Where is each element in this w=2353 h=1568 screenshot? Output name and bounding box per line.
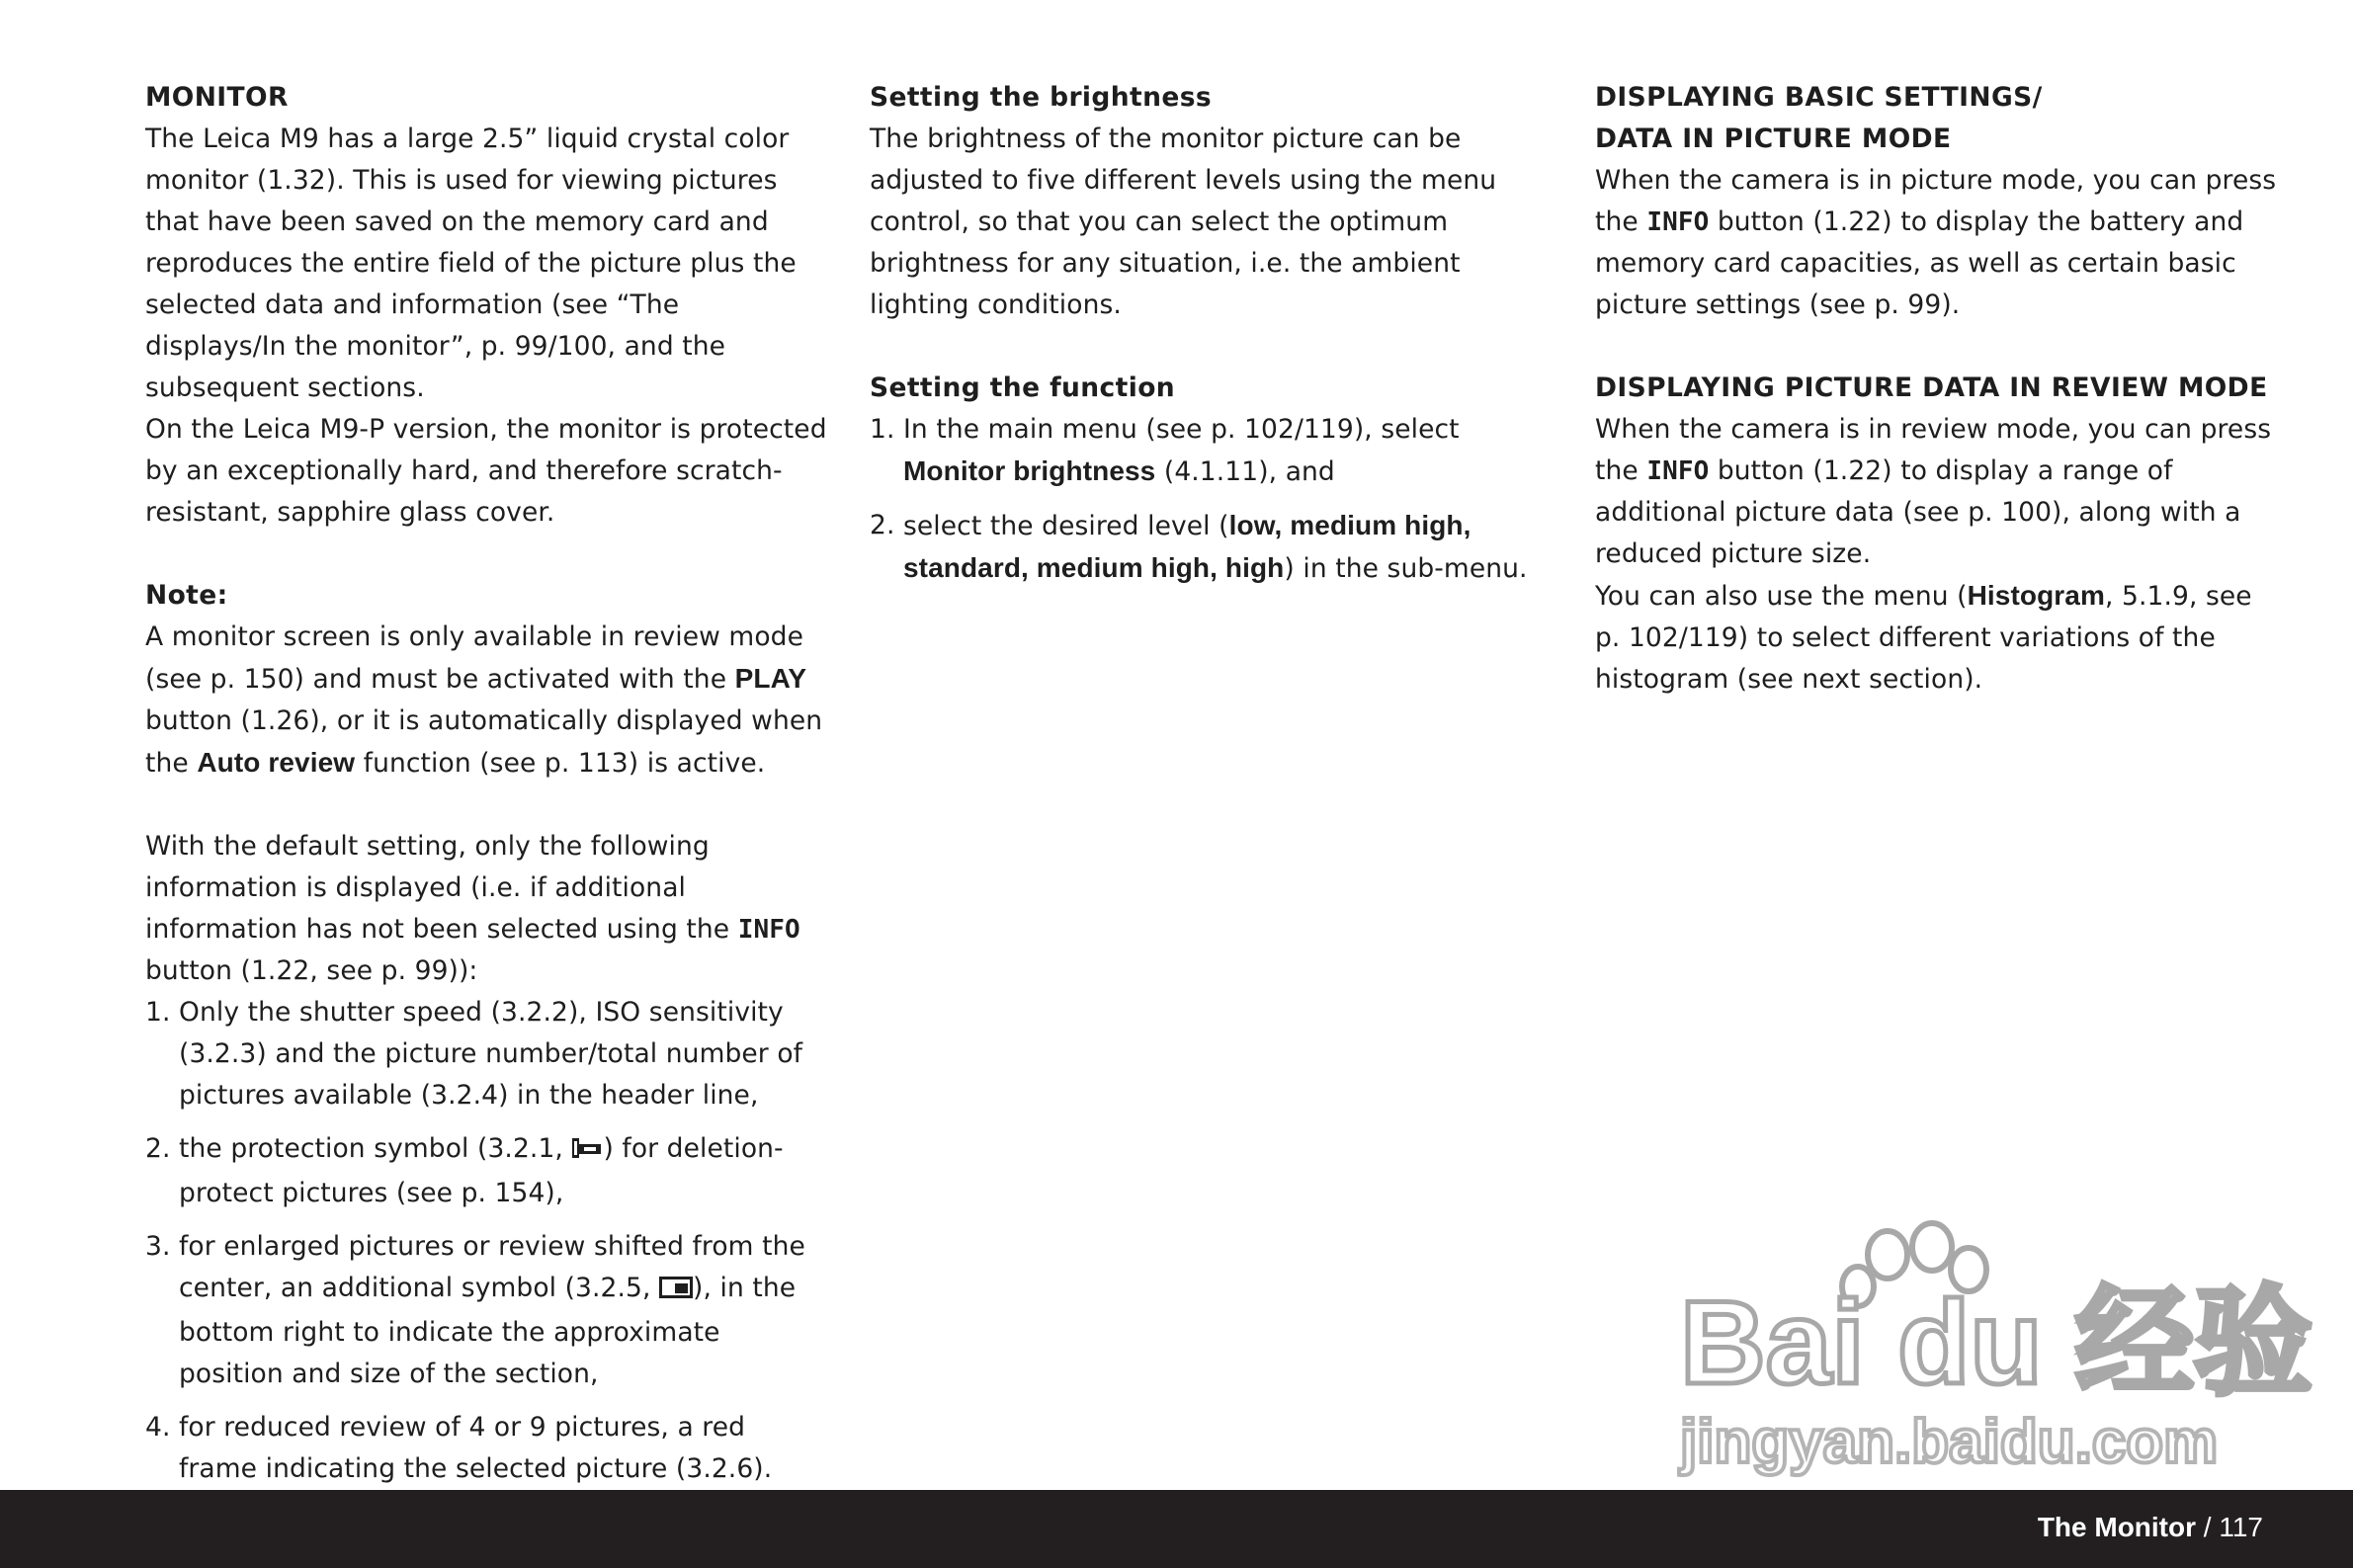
list-number: 2. [145, 1133, 171, 1164]
footer-caption [2038, 1512, 2263, 1543]
histogram-menu-label: Histogram [1967, 580, 2105, 611]
heading-setting-function: Setting the function [870, 372, 1176, 403]
list-text: Only the shutter speed (3.2.2), ISO sensitivity (3.2.3) and the picture number/total number of pictures available (3.2.4) in the header line, [179, 997, 803, 1111]
list-number: 1. [145, 997, 171, 1028]
note-heading: Note: [145, 580, 228, 611]
list-text-b: (4.1.11), and [1155, 456, 1335, 487]
monitor-intro: The Leica M9 has a large 2.5” liquid crystal color monitor (1.32). This is used for viewing pictures that have been saved on the memory card and reproduces the entire field of the picture plus the selected data and information (see “The displays/In the monitor”, p. 99/100, and the subsequent sections. [145, 124, 797, 403]
monitor-m9p-note: On the Leica M9-P version, the monitor is protected by an exceptionally hard, and therefore scratch-resistant, sapphire glass cover. [145, 414, 827, 528]
basic-text-a: When the camera is in picture mode, you can press the [1595, 165, 2277, 237]
list-item [145, 1226, 827, 1395]
note-text-b: button (1.26), or it is automatically displayed when the [145, 705, 823, 779]
default-text-b: button (1.22, see p. 99)): [145, 955, 478, 986]
list-item [145, 1407, 827, 1490]
footer-separator: / [2196, 1512, 2220, 1542]
histogram-text-b: , 5.1.9, see p. 102/119) to select different variations of the histogram (see next section). [1595, 581, 2252, 695]
list-text-a: select the desired level ( [903, 511, 1229, 541]
function-steps [870, 409, 1552, 590]
protection-symbol-icon [571, 1131, 603, 1173]
review-text-b: button (1.22) to display a range of additional picture data (see p. 100), along with a reduced picture size. [1595, 455, 2241, 569]
list-text-b: ), in the bottom right to indicate the approximate position and size of the section, [179, 1273, 797, 1389]
heading-basic-settings-line2: DATA IN PICTURE MODE [1595, 124, 1952, 154]
page-footer [0, 1490, 2353, 1568]
list-text-a: the protection symbol (3.2.1, [179, 1133, 572, 1164]
basic-text-b: button (1.22) to display the battery and memory card capacities, as well as certain basic picture settings (see p. 99). [1595, 206, 2244, 320]
list-item [145, 992, 827, 1116]
basic-settings-text [1595, 160, 2277, 326]
info-button-label: INFO [1646, 207, 1710, 237]
list-item [145, 1128, 827, 1214]
list-number: 4. [145, 1412, 171, 1443]
list-item [870, 409, 1552, 493]
list-text-a: for enlarged pictures or review shifted from the center, an additional symbol (3.2.5, [179, 1231, 805, 1303]
page-number: 117 [2219, 1512, 2263, 1542]
list-number: 3. [145, 1231, 171, 1262]
default-info-list [145, 992, 827, 1490]
menu-item-label: Monitor brightness [903, 455, 1156, 486]
note-text-a: A monitor screen is only available in review mode (see p. 150) and must be activated with the [145, 621, 803, 695]
review-text-a: When the camera is in review mode, you can press the [1595, 414, 2272, 486]
histogram-text-a: You can also use the menu ( [1595, 581, 1968, 612]
histogram-text [1595, 575, 2277, 701]
list-number: 2. [870, 510, 895, 540]
heading-monitor: MONITOR [145, 82, 289, 113]
watermark-logo-text: Bai du 经验 [1680, 1277, 2313, 1409]
list-text-b: ) for deletion-protect pictures (see p. 154), [179, 1133, 784, 1208]
list-text: for reduced review of 4 or 9 pictures, a red frame indicating the selected picture (3.2.6). [179, 1412, 773, 1484]
heading-setting-brightness: Setting the brightness [870, 82, 1213, 113]
note-text [145, 617, 827, 784]
enlargement-position-icon [659, 1271, 693, 1312]
info-button-label: INFO [1646, 456, 1710, 486]
level-options-label: low, medium high, standard, medium high, high [903, 510, 1471, 583]
auto-review-label: Auto review [197, 747, 356, 778]
list-text-b: ) in the sub-menu. [1284, 553, 1528, 584]
column-display-data [1595, 77, 2277, 701]
play-button-label: PLAY [734, 663, 807, 694]
heading-review-mode: DISPLAYING PICTURE DATA IN REVIEW MODE [1595, 372, 2268, 403]
default-text-a: With the default setting, only the following information is displayed (i.e. if additional information has not been selected using the [145, 831, 738, 945]
heading-basic-settings-line1: DISPLAYING BASIC SETTINGS/ [1595, 82, 2043, 113]
column-brightness [870, 77, 1552, 602]
default-setting-text [145, 826, 827, 992]
footer-section-title: The Monitor [2037, 1512, 2197, 1542]
list-number: 1. [870, 414, 895, 445]
brightness-text: The brightness of the monitor picture can be adjusted to five different levels using the menu control, so that you can select the optimum brightness for any situation, i.e. the ambient lighting conditions. [870, 124, 1497, 320]
baidu-watermark [1660, 1215, 2313, 1482]
note-text-c: function (see p. 113) is active. [355, 748, 766, 779]
review-mode-text [1595, 409, 2277, 575]
column-monitor [145, 77, 827, 1502]
list-text-a: In the main menu (see p. 102/119), select [903, 414, 1460, 445]
list-item [870, 505, 1552, 590]
watermark-url-text: jingyan.baidu.com [1680, 1408, 2219, 1476]
info-button-label: INFO [737, 915, 800, 945]
